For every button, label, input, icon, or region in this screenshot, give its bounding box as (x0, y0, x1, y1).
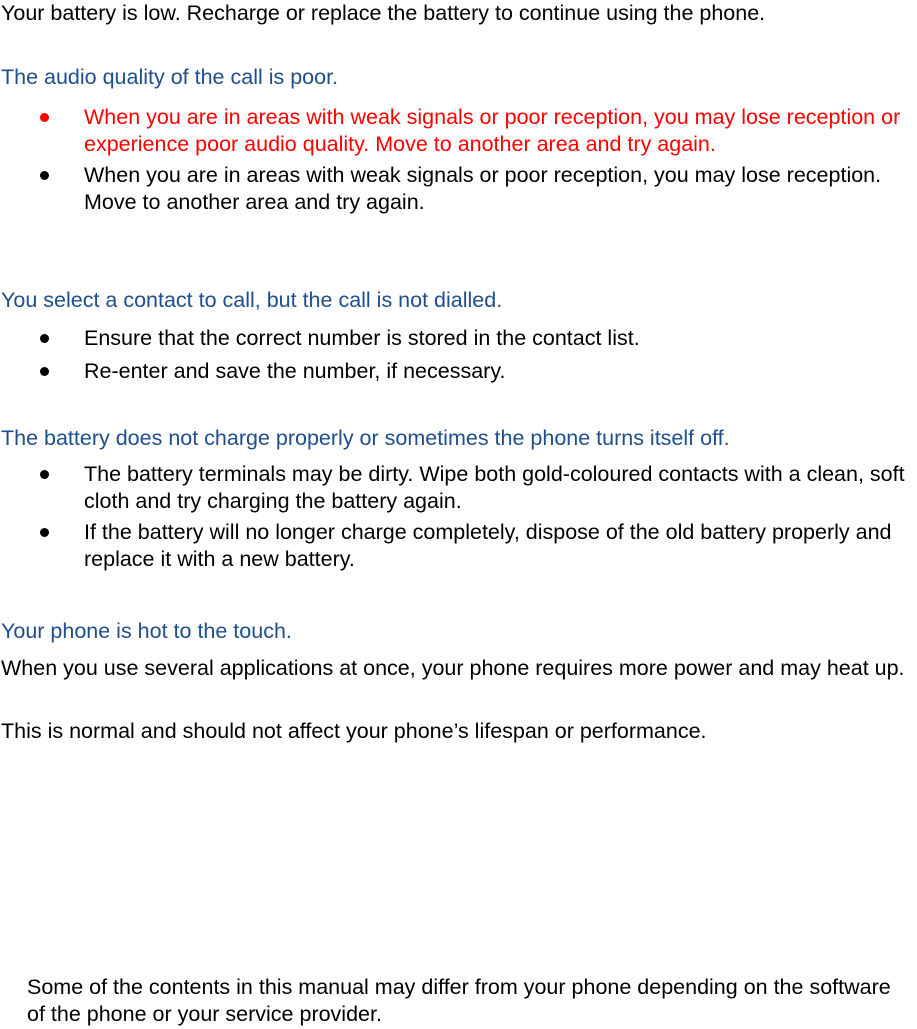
section-heading-battery-charge: The battery does not charge properly or sometimes the phone turns itself off. (1, 426, 730, 450)
bullet-dot-icon (40, 528, 49, 537)
bullet-dot-icon (40, 334, 49, 343)
list-item-text: When you are in areas with weak signals or poor reception, you may lose reception or experience poor audio quality. Move to another area and try again. (84, 105, 901, 156)
list-item (0, 519, 917, 573)
list-item-text: Re-enter and save the number, if necessary. (84, 359, 506, 383)
phone-hot-paragraph: When you use several applications at once, your phone requires more power and may heat up. (1, 656, 905, 680)
list-item (0, 461, 917, 515)
section-heading-phone-hot: Your phone is hot to the touch. (1, 619, 292, 643)
list-item-text: If the battery will no longer charge completely, dispose of the old battery properly and replace it with a new battery. (84, 520, 892, 571)
list-item-text: Ensure that the correct number is stored in the contact list. (84, 326, 640, 350)
list-item-text: When you are in areas with weak signals or poor reception, you may lose reception. Move to another area and try again. (84, 163, 882, 214)
list-item (0, 162, 917, 216)
bullet-list-audio-quality (0, 104, 917, 220)
list-item-text: The battery terminals may be dirty. Wipe both gold-coloured contacts with a clean, soft cloth and try charging the battery again. (84, 462, 905, 513)
footer-note: Some of the contents in this manual may differ from your phone depending on the software of the phone or your service provider. (27, 975, 891, 1026)
bullet-dot-icon (40, 367, 49, 376)
bullet-dot-icon (40, 470, 49, 479)
section-heading-audio-quality: The audio quality of the call is poor. (1, 65, 339, 89)
bullet-dot-icon (40, 171, 49, 180)
list-item (0, 325, 917, 352)
bullet-dot-icon (40, 113, 49, 122)
phone-hot-paragraph: This is normal and should not affect your phone’s lifespan or performance. (1, 719, 707, 743)
intro-text: Your battery is low. Recharge or replace the battery to continue using the phone. (1, 1, 766, 25)
list-item (0, 104, 917, 158)
bullet-list-call-not-dialled (0, 325, 917, 389)
bullet-list-battery-charge (0, 461, 917, 577)
section-heading-call-not-dialled: You select a contact to call, but the call is not dialled. (1, 288, 503, 312)
list-item (0, 358, 917, 385)
